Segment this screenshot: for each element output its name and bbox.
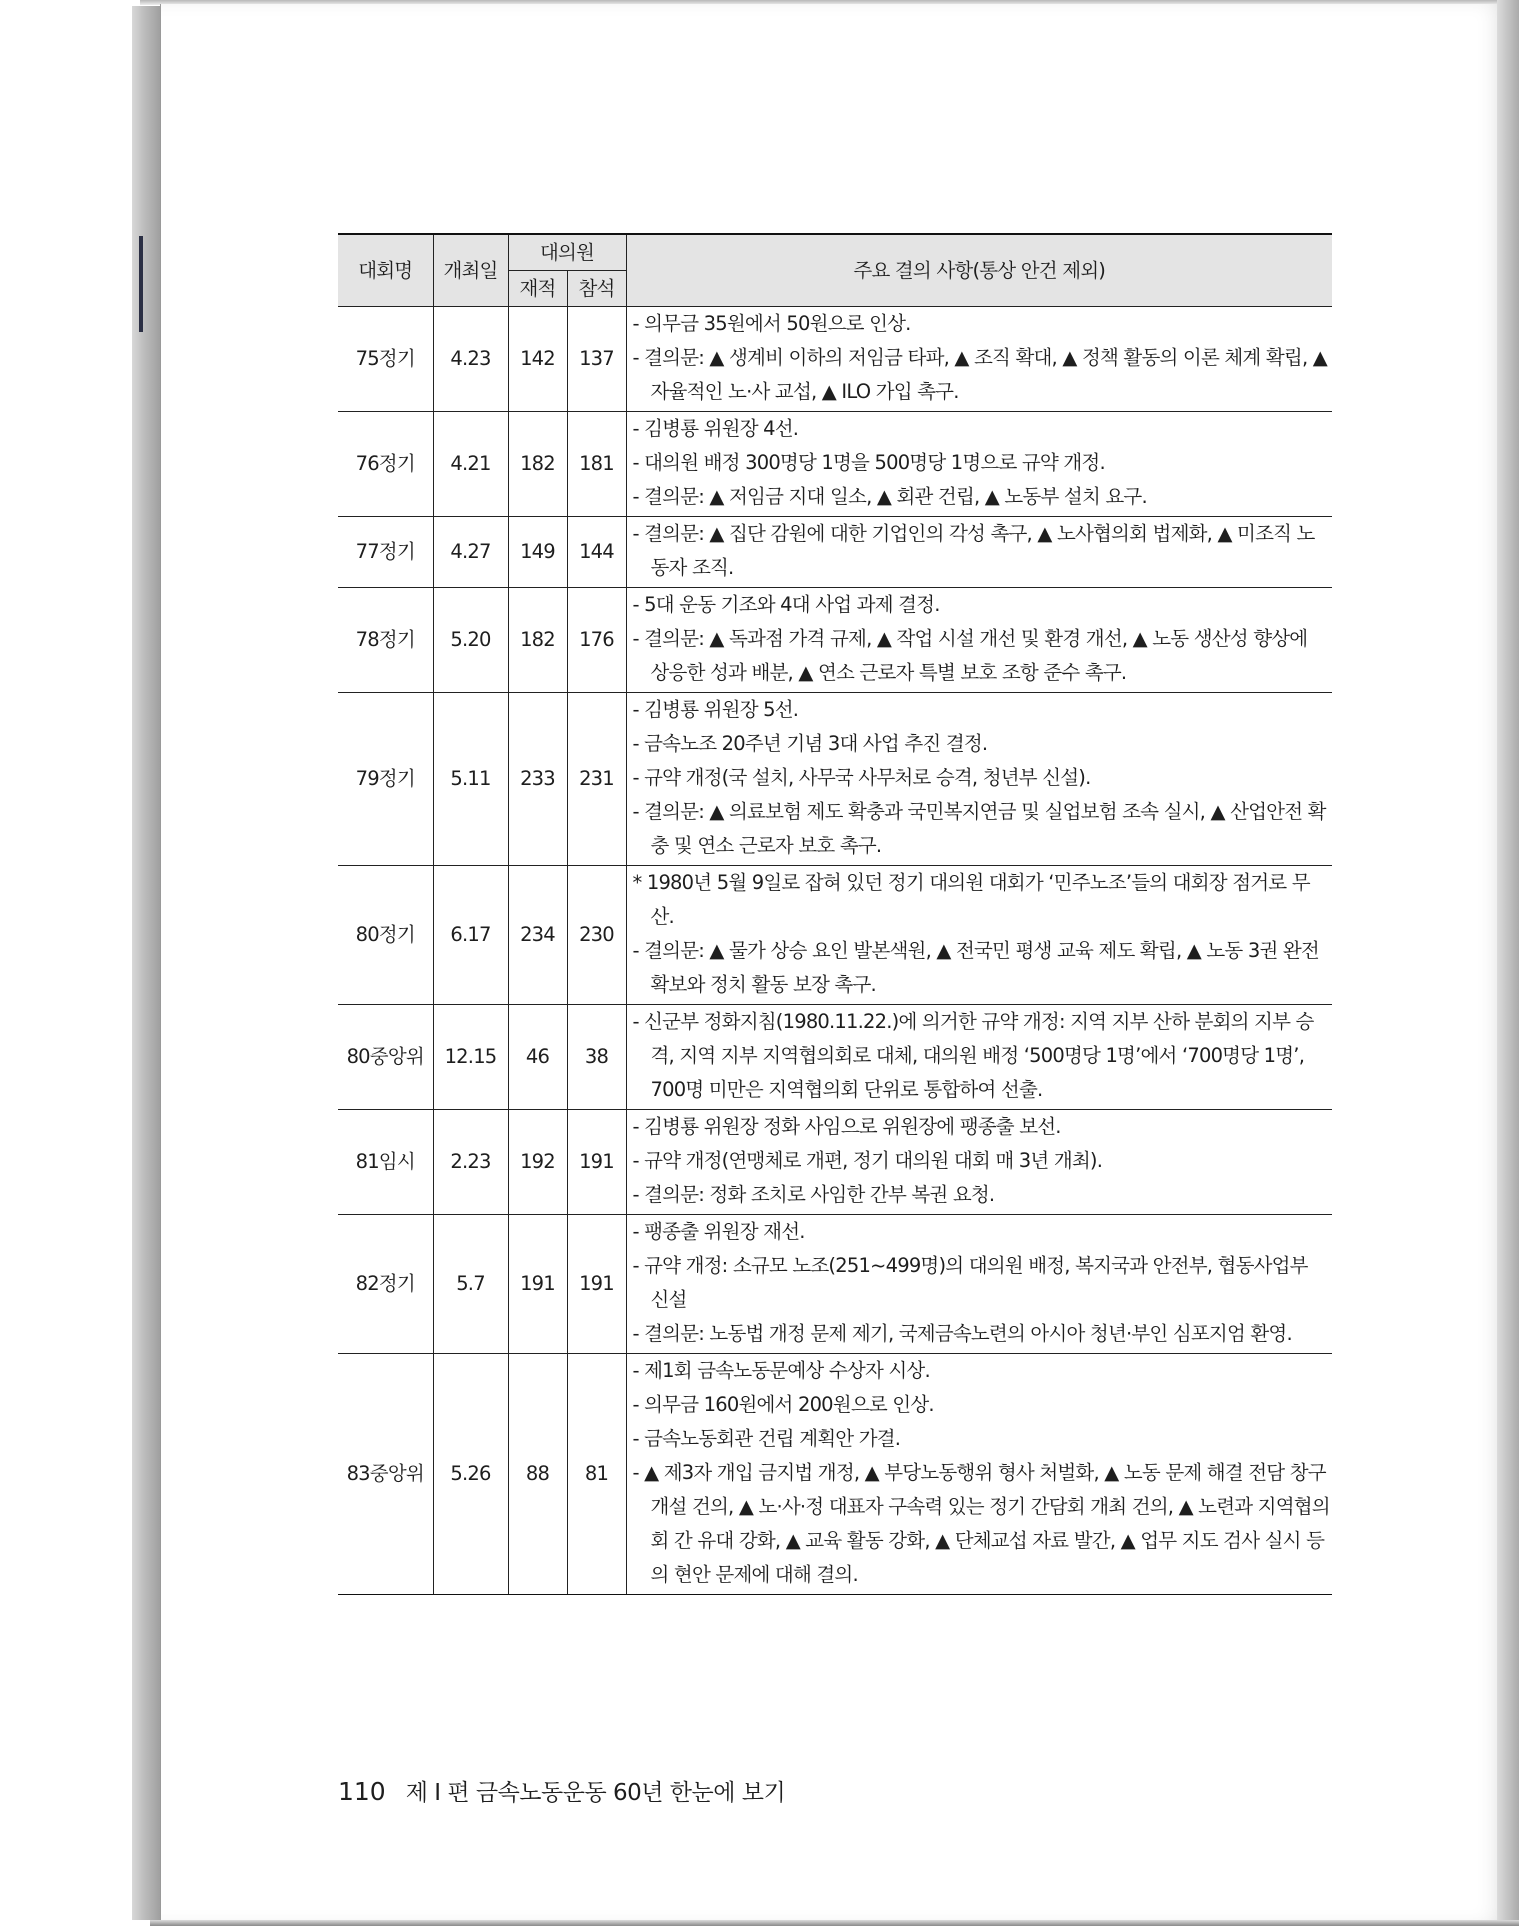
enrolled-cell: 192 <box>508 1110 567 1215</box>
attended-cell: 137 <box>567 307 626 412</box>
date-cell: 6.17 <box>433 866 508 1005</box>
page-number: 110 <box>338 1777 386 1806</box>
enrolled-cell: 88 <box>508 1354 567 1595</box>
resolution-item: - 규약 개정: 소규모 노조(251~499명)의 대의원 배정, 복지국과 안전부, 협동사업부 신설 <box>632 1254 1308 1311</box>
resolution-item: - 5대 운동 기조와 4대 사업 과제 결정. <box>632 593 940 616</box>
convention-name-cell: 82정기 <box>338 1215 433 1354</box>
enrolled-cell: 182 <box>508 588 567 693</box>
resolution-item: - 규약 개정(국 설치, 사무국 사무처로 승격, 청년부 신설). <box>632 766 1091 789</box>
convention-name-cell: 80정기 <box>338 866 433 1005</box>
resolutions-cell <box>626 693 1332 866</box>
table-row <box>338 1354 1332 1595</box>
resolution-item: - 규약 개정(연맹체로 개편, 정기 대의원 대회 매 3년 개최). <box>632 1149 1103 1172</box>
resolutions-cell <box>626 517 1332 588</box>
resolution-item: * 1980년 5월 9일로 잡혀 있던 정기 대의원 대회가 ‘민주노조’들의 대회장 점거로 무산. <box>632 871 1310 928</box>
date-cell: 5.11 <box>433 693 508 866</box>
table-row <box>338 1005 1332 1110</box>
resolution-item: - 김병룡 위원장 5선. <box>632 698 799 721</box>
attended-cell: 81 <box>567 1354 626 1595</box>
header-delegates: 대의원 <box>508 234 626 271</box>
resolutions-cell <box>626 412 1332 517</box>
table-row <box>338 412 1332 517</box>
date-cell: 4.27 <box>433 517 508 588</box>
attended-cell: 230 <box>567 866 626 1005</box>
enrolled-cell: 149 <box>508 517 567 588</box>
header-convention-name: 대회명 <box>338 234 433 307</box>
resolutions-cell <box>626 1215 1332 1354</box>
resolutions-cell <box>626 1005 1332 1110</box>
resolutions-cell <box>626 1354 1332 1595</box>
table-row <box>338 517 1332 588</box>
convention-name-cell: 78정기 <box>338 588 433 693</box>
header-date: 개최일 <box>433 234 508 307</box>
header-attended: 참석 <box>567 271 626 307</box>
resolution-item: - 금속노동회관 건립 계획안 가결. <box>632 1427 901 1450</box>
header-enrolled: 재적 <box>508 271 567 307</box>
resolution-item: - 결의문: ▲ 독과점 가격 규제, ▲ 작업 시설 개선 및 환경 개선, ▲ 노동 생산성 향상에 상응한 성과 배분, ▲ 연소 근로자 특별 보호 조항 준수 촉구. <box>632 627 1308 684</box>
convention-name-cell: 75정기 <box>338 307 433 412</box>
convention-name-cell: 81임시 <box>338 1110 433 1215</box>
date-cell: 12.15 <box>433 1005 508 1110</box>
resolution-item: - 의무금 160원에서 200원으로 인상. <box>632 1393 934 1416</box>
spine-bookmark <box>139 236 143 332</box>
date-cell: 4.23 <box>433 307 508 412</box>
resolution-item: - 결의문: ▲ 집단 감원에 대한 기업인의 각성 촉구, ▲ 노사협의회 법제화, ▲ 미조직 노동자 조직. <box>632 522 1315 579</box>
convention-name-cell: 79정기 <box>338 693 433 866</box>
convention-resolutions-table <box>338 233 1332 1595</box>
attended-cell: 176 <box>567 588 626 693</box>
attended-cell: 38 <box>567 1005 626 1110</box>
resolution-item: - 제1회 금속노동문예상 수상자 시상. <box>632 1359 930 1382</box>
attended-cell: 144 <box>567 517 626 588</box>
date-cell: 2.23 <box>433 1110 508 1215</box>
attended-cell: 191 <box>567 1110 626 1215</box>
convention-name-cell: 77정기 <box>338 517 433 588</box>
resolution-item: - 김병룡 위원장 4선. <box>632 417 799 440</box>
table-row <box>338 693 1332 866</box>
date-cell: 5.7 <box>433 1215 508 1354</box>
resolutions-cell <box>626 1110 1332 1215</box>
book-spine <box>132 6 162 1920</box>
header-resolutions: 주요 결의 사항(통상 안건 제외) <box>626 234 1332 307</box>
resolution-item: - 결의문: ▲ 의료보험 제도 확충과 국민복지연금 및 실업보험 조속 실시, ▲ 산업안전 확충 및 연소 근로자 보호 촉구. <box>632 800 1326 857</box>
date-cell: 4.21 <box>433 412 508 517</box>
convention-name-cell: 80중앙위 <box>338 1005 433 1110</box>
enrolled-cell: 46 <box>508 1005 567 1110</box>
table-row <box>338 866 1332 1005</box>
resolution-item: - 결의문: 노동법 개정 문제 제기, 국제금속노련의 아시아 청년·부인 심포지엄 환영. <box>632 1322 1292 1345</box>
section-title: 제 I 편 금속노동운동 60년 한눈에 보기 <box>405 1780 786 1806</box>
date-cell: 5.26 <box>433 1354 508 1595</box>
attended-cell: 191 <box>567 1215 626 1354</box>
attended-cell: 231 <box>567 693 626 866</box>
page-right-edge <box>1497 0 1519 1926</box>
resolution-item: - 팽종출 위원장 재선. <box>632 1220 805 1243</box>
enrolled-cell: 233 <box>508 693 567 866</box>
resolution-item: - 신군부 정화지침(1980.11.22.)에 의거한 규약 개정: 지역 지부 산하 분회의 지부 승격, 지역 지부 지역협의회로 대체, 대의원 배정 ‘500명당 1명’에서 ‘700명당 1명’, 700명 미만은 지역협의회 단위로 통합하여 선출. <box>632 1010 1314 1101</box>
enrolled-cell: 191 <box>508 1215 567 1354</box>
convention-name-cell: 83중앙위 <box>338 1354 433 1595</box>
resolution-item: - 결의문: ▲ 물가 상승 요인 발본색원, ▲ 전국민 평생 교육 제도 확립, ▲ 노동 3권 완전 확보와 정치 활동 보장 촉구. <box>632 939 1319 996</box>
enrolled-cell: 142 <box>508 307 567 412</box>
enrolled-cell: 182 <box>508 412 567 517</box>
page-bottom-edge <box>150 1920 1519 1926</box>
resolution-item: - ▲ 제3자 개입 금지법 개정, ▲ 부당노동행위 형사 처벌화, ▲ 노동 문제 해결 전담 창구 개설 건의, ▲ 노·사·정 대표자 구속력 있는 정기 간담회 개최 건의, ▲ 노련과 지역협의회 간 유대 강화, ▲ 교육 활동 강화, ▲ 단체교섭 자료 발간, ▲ 업무 지도 검사 실시 등의 현안 문제에 대해 결의. <box>632 1461 1330 1586</box>
resolution-item: - 김병룡 위원장 정화 사임으로 위원장에 팽종출 보선. <box>632 1115 1061 1138</box>
table-header-row <box>338 234 1332 271</box>
table-body <box>338 307 1332 1595</box>
enrolled-cell: 234 <box>508 866 567 1005</box>
resolution-item: - 의무금 35원에서 50원으로 인상. <box>632 312 911 335</box>
convention-name-cell: 76정기 <box>338 412 433 517</box>
table-row <box>338 1110 1332 1215</box>
attended-cell: 181 <box>567 412 626 517</box>
table-row <box>338 1215 1332 1354</box>
resolutions-cell <box>626 866 1332 1005</box>
resolution-item: - 금속노조 20주년 기념 3대 사업 추진 결정. <box>632 732 988 755</box>
resolution-item: - 결의문: 정화 조치로 사임한 간부 복권 요청. <box>632 1183 995 1206</box>
resolution-item: - 대의원 배정 300명당 1명을 500명당 1명으로 규약 개정. <box>632 451 1105 474</box>
table-row <box>338 588 1332 693</box>
page-footer <box>338 1774 785 1807</box>
resolution-item: - 결의문: ▲ 생계비 이하의 저임금 타파, ▲ 조직 확대, ▲ 정책 활동의 이론 체계 확립, ▲ 자율적인 노·사 교섭, ▲ ILO 가입 촉구. <box>632 346 1327 403</box>
date-cell: 5.20 <box>433 588 508 693</box>
resolutions-cell <box>626 307 1332 412</box>
resolutions-cell <box>626 588 1332 693</box>
table-row <box>338 307 1332 412</box>
resolution-item: - 결의문: ▲ 저임금 지대 일소, ▲ 회관 건립, ▲ 노동부 설치 요구. <box>632 485 1147 508</box>
